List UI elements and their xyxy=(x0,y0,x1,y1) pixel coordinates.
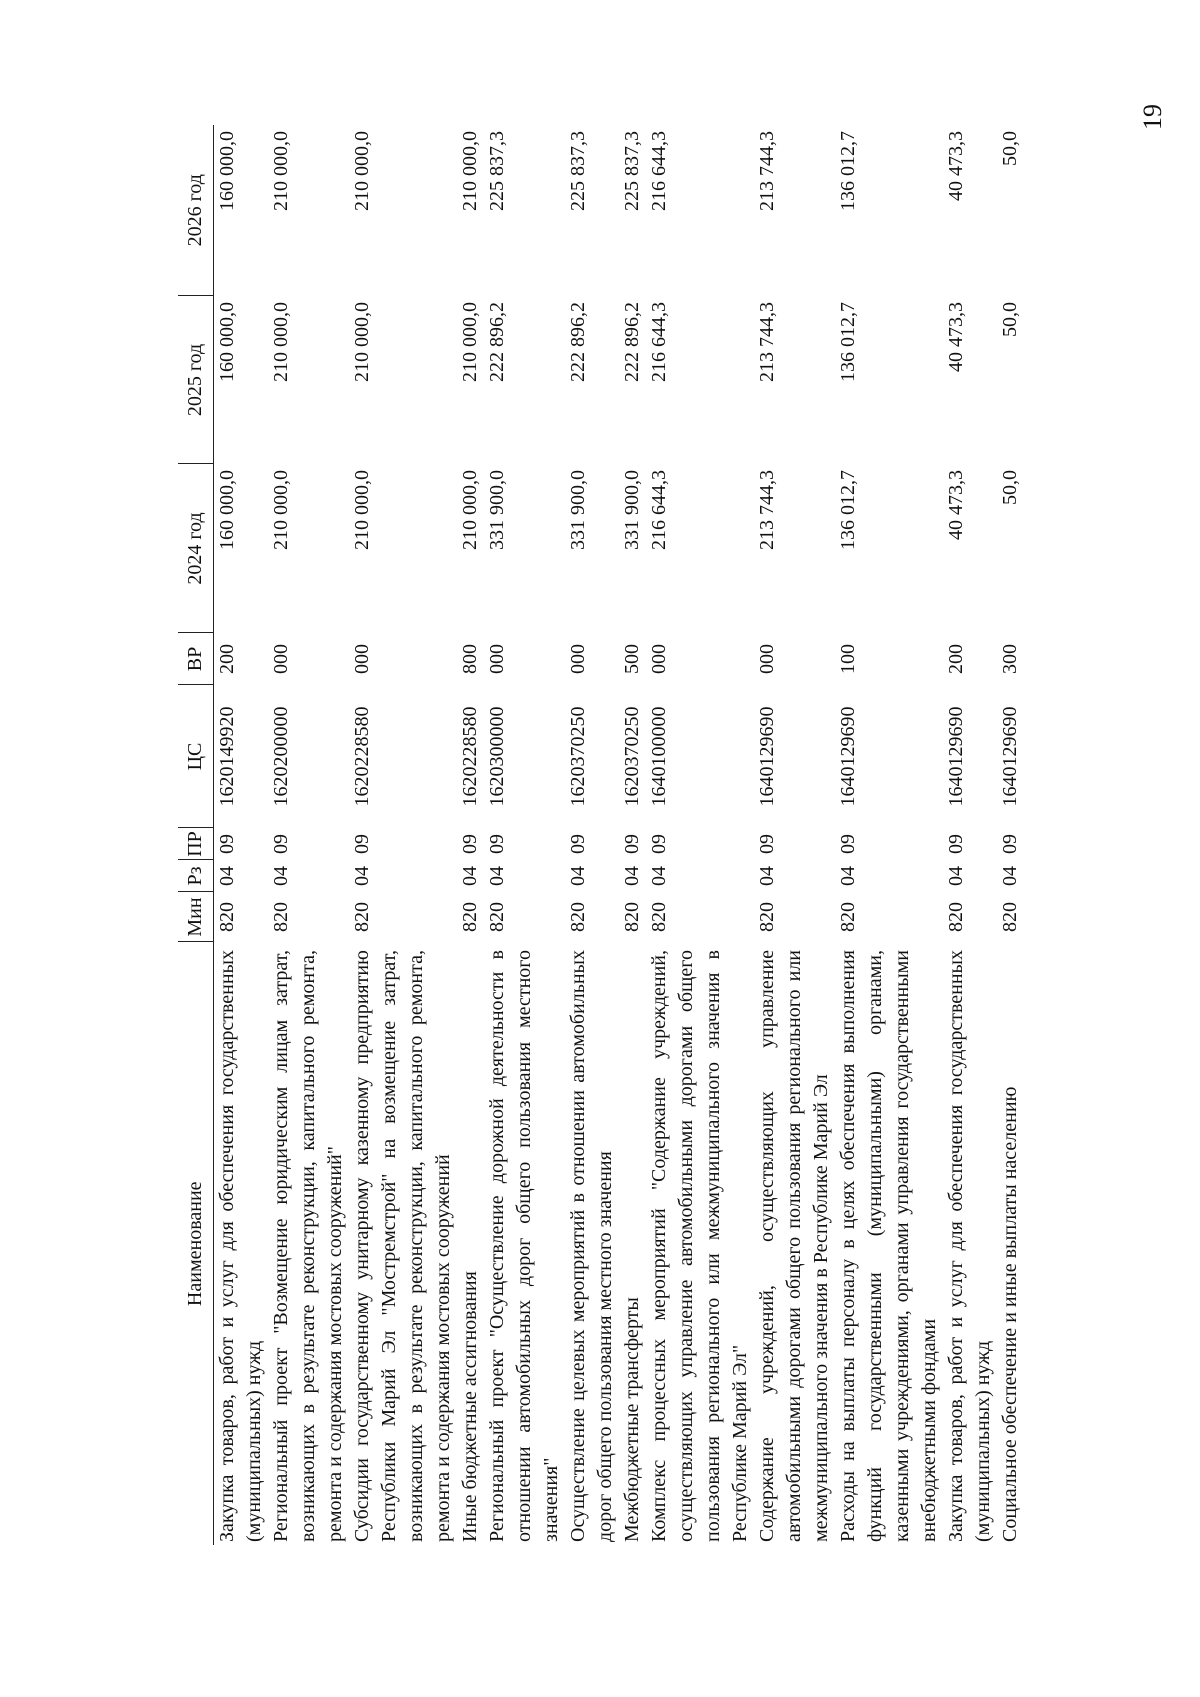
row-2025: 50,0 xyxy=(999,302,1021,337)
row-vr: 000 xyxy=(567,644,589,674)
row-2024: 40 473,3 xyxy=(945,470,967,540)
row-pr: 09 xyxy=(756,834,778,854)
row-2026: 40 473,3 xyxy=(945,131,967,201)
row-name: Региональный проект "Возмещение юридическим лицам затрат, возникающих в результате реконструкции, капитального ремонта, ремонта и содержания мостовых сооружений" xyxy=(270,950,346,1542)
row-cs: 1620149920 xyxy=(216,706,238,807)
row-vr: 000 xyxy=(648,644,670,674)
row-2024: 160 000,0 xyxy=(216,470,238,550)
row-2025: 40 473,3 xyxy=(945,302,967,372)
row-2024: 331 900,0 xyxy=(567,470,589,550)
row-pr: 09 xyxy=(945,834,967,854)
row-cs: 1620200000 xyxy=(270,706,292,807)
row-min: 820 xyxy=(756,902,778,932)
header-2024: 2024 год xyxy=(178,464,214,633)
table-header-row xyxy=(178,125,214,1545)
row-2025: 210 000,0 xyxy=(351,302,373,382)
row-rz: 04 xyxy=(567,866,589,886)
row-name: Субсидии государственному унитарному казенному предприятию Республики Марий Эл "Мостремстрой" на возмещение затрат, возникающих в результате реконструкции, капитального ремонта, ремонта и содержания мостовых сооружений xyxy=(351,950,454,1542)
table-row xyxy=(565,125,619,1545)
row-2025: 213 744,3 xyxy=(756,302,778,382)
row-min: 820 xyxy=(945,902,967,932)
budget-table xyxy=(178,125,1024,1545)
row-min: 820 xyxy=(621,902,643,932)
table-row xyxy=(214,125,269,1545)
row-name: Закупка товаров, работ и услуг для обеспечения государственных (муниципальных) нужд xyxy=(945,950,994,1542)
row-min: 820 xyxy=(216,902,238,932)
header-2026: 2026 год xyxy=(178,125,214,296)
row-2026: 210 000,0 xyxy=(351,131,373,211)
header-pr: ПР xyxy=(178,828,214,860)
row-min: 820 xyxy=(648,902,670,932)
row-2024: 210 000,0 xyxy=(351,470,373,550)
table-row xyxy=(268,125,349,1545)
row-2025: 222 896,2 xyxy=(486,302,508,382)
row-2026: 50,0 xyxy=(999,131,1021,166)
row-rz: 04 xyxy=(837,866,859,886)
row-2025: 222 896,2 xyxy=(621,302,643,382)
row-name: Осуществление целевых мероприятий в отношении автомобильных дорог общего пользования местного значения xyxy=(567,950,616,1542)
page-number: 19 xyxy=(1138,104,1167,130)
row-2025: 136 012,7 xyxy=(837,302,859,382)
row-pr: 09 xyxy=(459,834,481,854)
row-rz: 04 xyxy=(486,866,508,886)
row-rz: 04 xyxy=(351,866,373,886)
row-min: 820 xyxy=(270,902,292,932)
header-name: Наименование xyxy=(178,942,214,1545)
row-2026: 210 000,0 xyxy=(459,131,481,211)
row-vr: 200 xyxy=(216,644,238,674)
row-min: 820 xyxy=(567,902,589,932)
row-2025: 160 000,0 xyxy=(216,302,238,382)
row-pr: 09 xyxy=(567,834,589,854)
row-rz: 04 xyxy=(216,866,238,886)
table-row xyxy=(646,125,754,1545)
row-2025: 210 000,0 xyxy=(459,302,481,382)
row-rz: 04 xyxy=(459,866,481,886)
table-row xyxy=(943,125,997,1545)
row-vr: 500 xyxy=(621,644,643,674)
row-cs: 1620370250 xyxy=(567,706,589,807)
row-vr: 000 xyxy=(486,644,508,674)
row-rz: 04 xyxy=(999,866,1021,886)
row-pr: 09 xyxy=(351,834,373,854)
row-min: 820 xyxy=(486,902,508,932)
row-2026: 225 837,3 xyxy=(621,131,643,211)
row-vr: 300 xyxy=(999,644,1021,674)
row-pr: 09 xyxy=(648,834,670,854)
row-vr: 800 xyxy=(459,644,481,674)
row-2024: 331 900,0 xyxy=(486,470,508,550)
row-2024: 331 900,0 xyxy=(621,470,643,550)
row-cs: 1620300000 xyxy=(486,706,508,807)
row-2026: 210 000,0 xyxy=(270,131,292,211)
row-2025: 210 000,0 xyxy=(270,302,292,382)
row-name: Межбюджетные трансферты xyxy=(621,1297,643,1542)
row-2025: 216 644,3 xyxy=(648,302,670,382)
table-row xyxy=(997,125,1024,1545)
row-2024: 210 000,0 xyxy=(459,470,481,550)
row-2024: 136 012,7 xyxy=(837,470,859,550)
table-row xyxy=(349,125,457,1545)
table-row xyxy=(835,125,943,1545)
row-vr: 000 xyxy=(756,644,778,674)
row-name: Региональный проект "Осуществление дорожной деятельности в отношении автомобильных дорог общего пользования местного значения" xyxy=(486,950,562,1542)
row-cs: 1620228580 xyxy=(351,706,373,807)
row-name: Содержание учреждений, осуществляющих управление автомобильными дорогами общего пользования регионального или межмуниципального значения в Республике Марий Эл xyxy=(756,950,832,1542)
header-vr: ВР xyxy=(178,633,214,685)
row-pr: 09 xyxy=(837,834,859,854)
row-min: 820 xyxy=(999,902,1021,932)
table-row xyxy=(457,125,484,1545)
row-rz: 04 xyxy=(756,866,778,886)
header-min: Мин xyxy=(178,892,214,942)
row-min: 820 xyxy=(459,902,481,932)
row-rz: 04 xyxy=(648,866,670,886)
row-cs: 1620228580 xyxy=(459,706,481,807)
header-rz: Рз xyxy=(178,860,214,892)
row-2026: 216 644,3 xyxy=(648,131,670,211)
row-name: Иные бюджетные ассигнования xyxy=(459,1271,481,1542)
row-pr: 09 xyxy=(270,834,292,854)
row-2025: 222 896,2 xyxy=(567,302,589,382)
row-pr: 09 xyxy=(621,834,643,854)
row-name: Расходы на выплаты персоналу в целях обеспечения выполнения функций государственными (муниципальными) органами, казенными учреждениями, органами управления государственными внебюджетными фондами xyxy=(837,950,940,1542)
row-rz: 04 xyxy=(945,866,967,886)
header-cs: ЦС xyxy=(178,685,214,828)
row-rz: 04 xyxy=(621,866,643,886)
row-name: Закупка товаров, работ и услуг для обеспечения государственных (муниципальных) нужд xyxy=(216,950,265,1542)
row-cs: 1620370250 xyxy=(621,706,643,807)
row-2026: 160 000,0 xyxy=(216,131,238,211)
table-row xyxy=(484,125,565,1545)
row-2026: 225 837,3 xyxy=(567,131,589,211)
row-rz: 04 xyxy=(270,866,292,886)
row-2024: 216 644,3 xyxy=(648,470,670,550)
row-vr: 100 xyxy=(837,644,859,674)
row-vr: 000 xyxy=(351,644,373,674)
row-vr: 200 xyxy=(945,644,967,674)
row-2024: 213 744,3 xyxy=(756,470,778,550)
row-cs: 1640129690 xyxy=(999,706,1021,807)
row-pr: 09 xyxy=(999,834,1021,854)
header-2025: 2025 год xyxy=(178,296,214,464)
row-2026: 136 012,7 xyxy=(837,131,859,211)
row-cs: 1640100000 xyxy=(648,706,670,807)
row-name: Комплекс процессных мероприятий "Содержание учреждений, осуществляющих управление автомобильными дорогами общего пользования регионального или межмуниципального значения в Республике Марий Эл" xyxy=(648,950,751,1542)
row-2024: 50,0 xyxy=(999,470,1021,505)
row-vr: 000 xyxy=(270,644,292,674)
rotated-page-content xyxy=(178,125,1024,1545)
row-min: 820 xyxy=(351,902,373,932)
row-cs: 1640129690 xyxy=(945,706,967,807)
row-2026: 213 744,3 xyxy=(756,131,778,211)
table-row xyxy=(619,125,646,1545)
row-pr: 09 xyxy=(216,834,238,854)
row-cs: 1640129690 xyxy=(756,706,778,807)
row-min: 820 xyxy=(837,902,859,932)
table-row xyxy=(754,125,835,1545)
row-2024: 210 000,0 xyxy=(270,470,292,550)
row-cs: 1640129690 xyxy=(837,706,859,807)
row-pr: 09 xyxy=(486,834,508,854)
row-2026: 225 837,3 xyxy=(486,131,508,211)
row-name: Социальное обеспечение и иные выплаты населению xyxy=(999,1086,1021,1542)
